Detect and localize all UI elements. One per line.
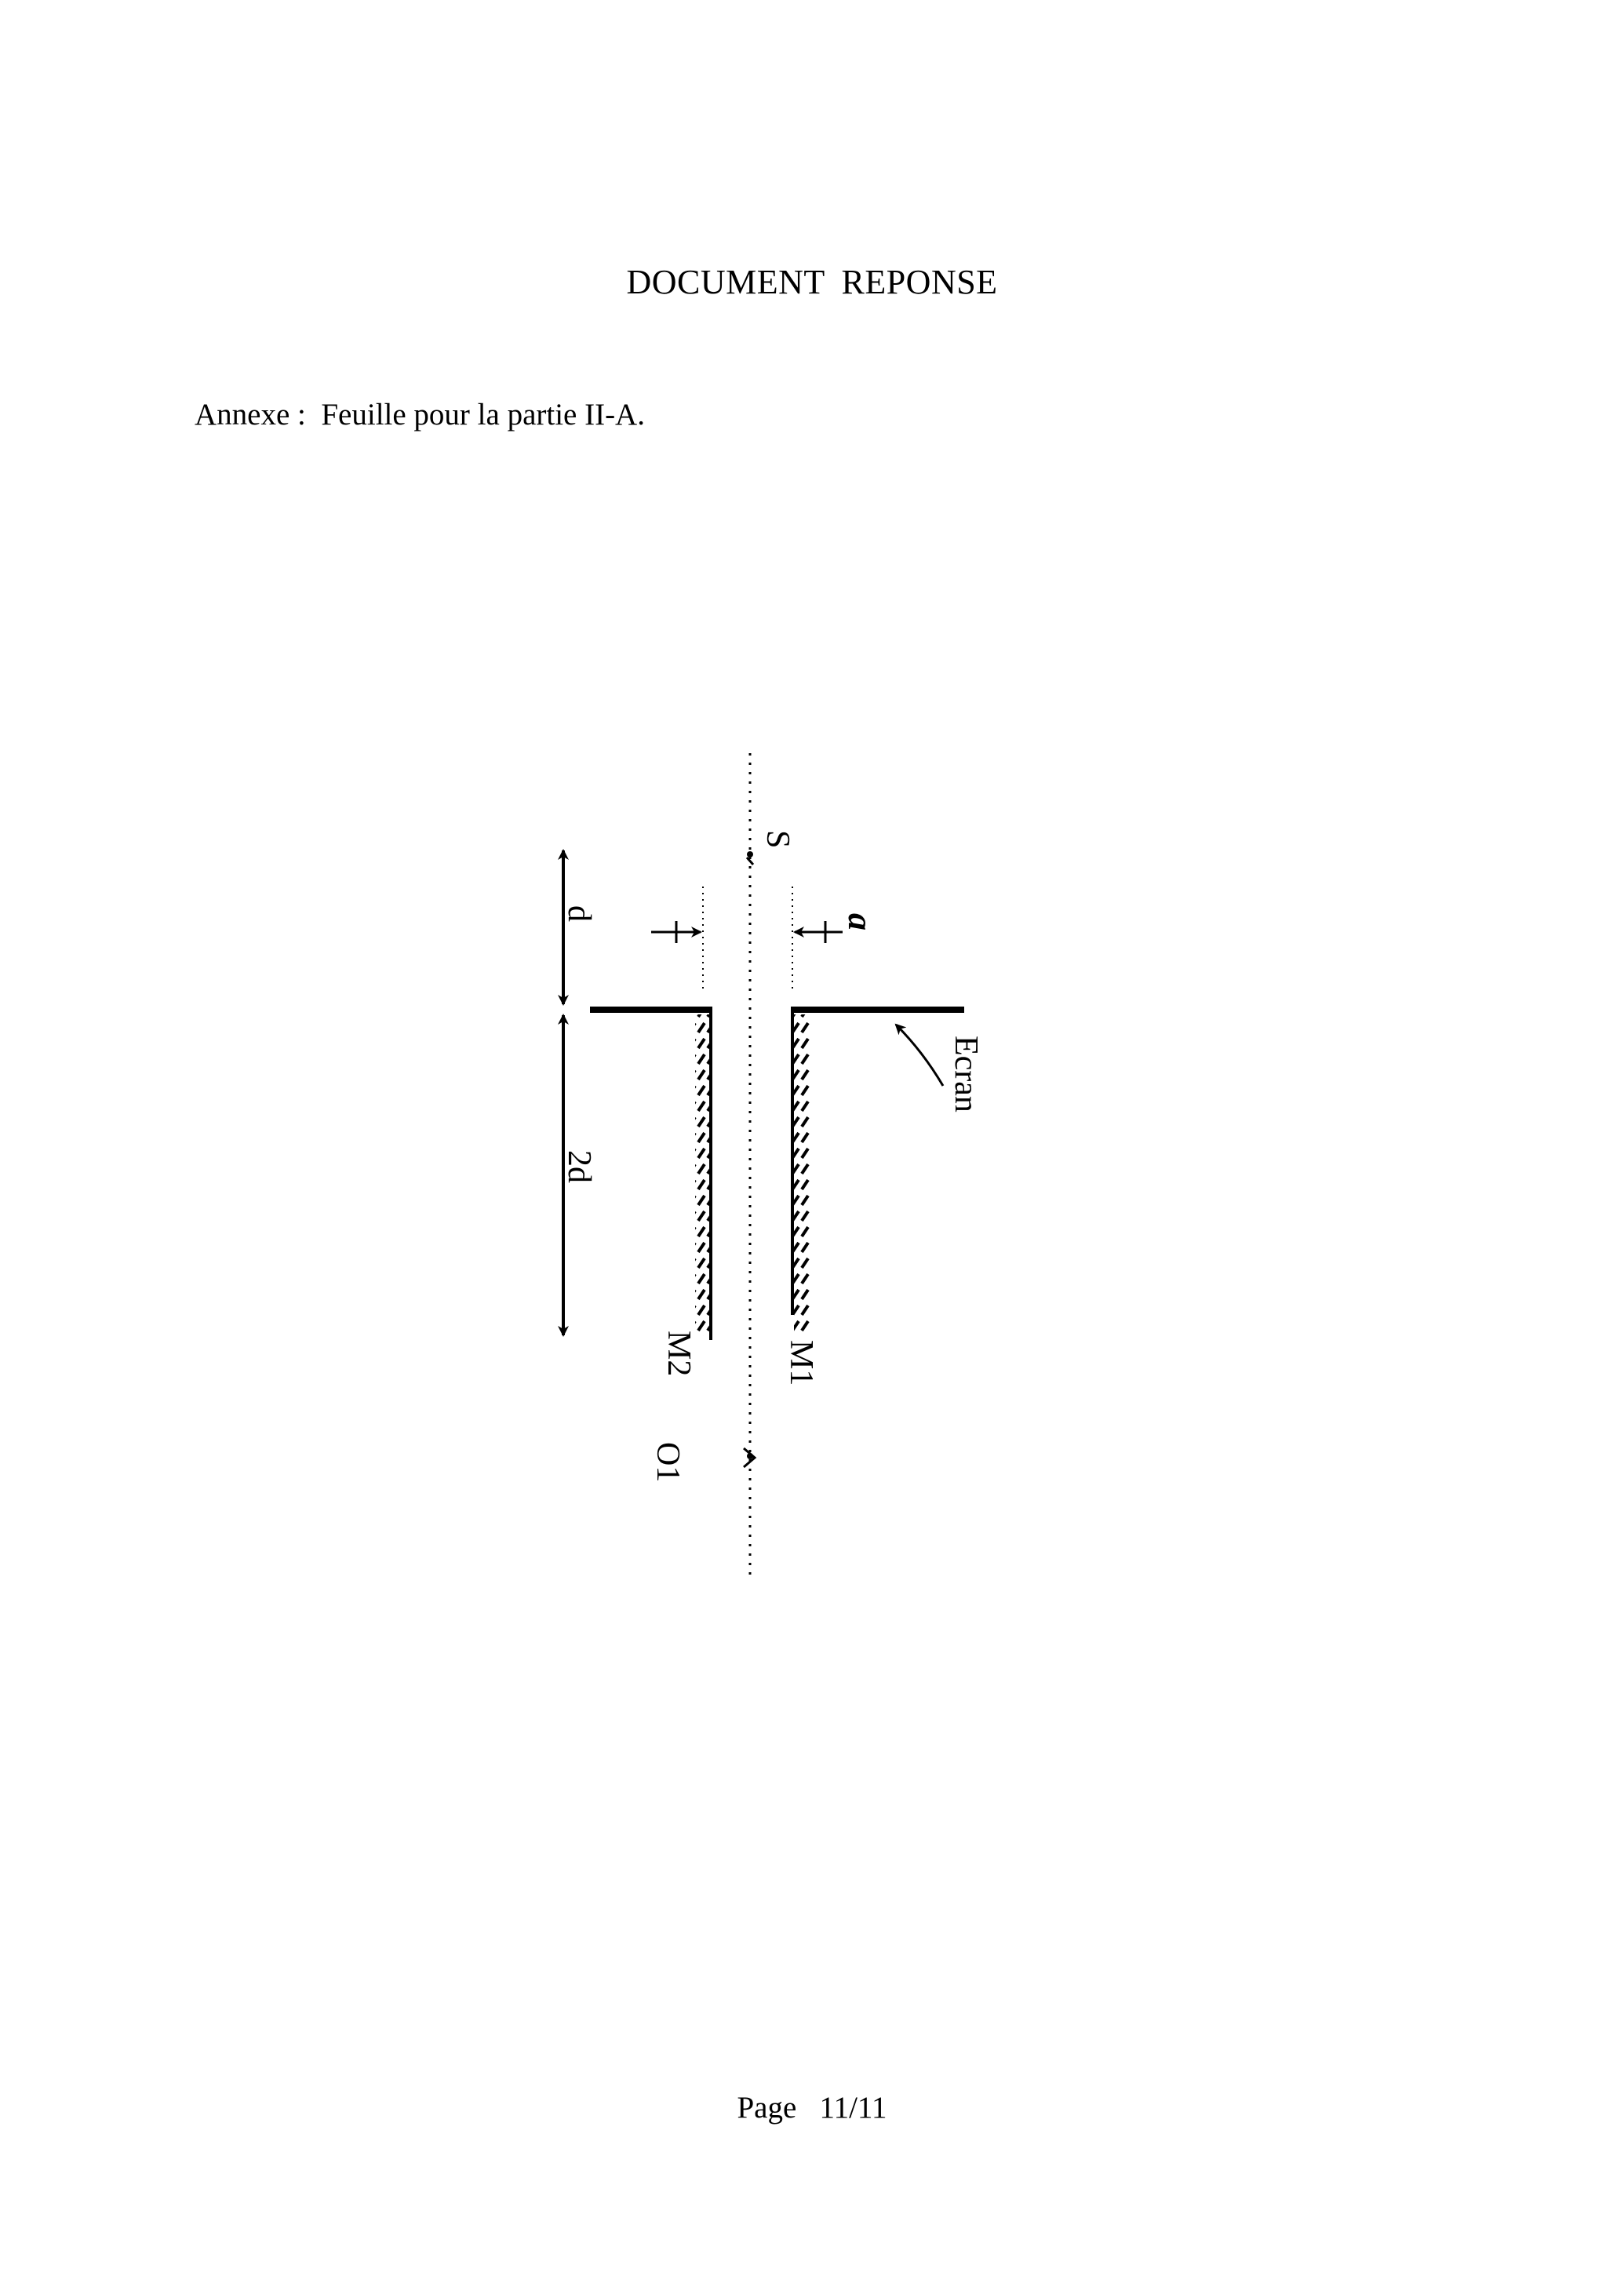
page-title: DOCUMENT REPONSE <box>626 263 998 301</box>
mirror-m1-hatching <box>794 1014 810 1333</box>
label-m2: M2 <box>661 1331 697 1377</box>
source-point <box>747 851 753 858</box>
label-d: d <box>561 905 597 922</box>
label-o1: O1 <box>650 1442 686 1483</box>
label-a: a <box>841 913 879 930</box>
label-s: S <box>759 830 796 849</box>
label-2d: 2d <box>561 1150 597 1183</box>
label-ecran: Ecran <box>948 1036 984 1112</box>
page-number: Page 11/11 <box>737 2091 887 2125</box>
label-m1: M1 <box>783 1340 819 1386</box>
annex-caption: Annexe : Feuille pour la partie II-A. <box>195 398 645 431</box>
screen-pointer-arrow <box>896 1025 943 1086</box>
mirror-m2-hatching <box>695 1014 711 1336</box>
